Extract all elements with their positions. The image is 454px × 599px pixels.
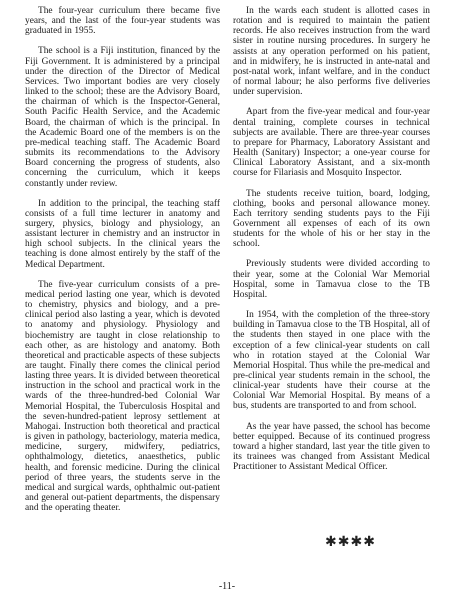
paragraph-curriculum-history: The four-year curriculum there became five years, and the last of the four-year students was graduated in 1955. bbox=[25, 6, 220, 37]
left-column bbox=[25, 6, 220, 513]
paragraph-title-change: As the year have passed, the school has become better equipped. Because of its continued progress toward a higher standard, last year the title given to its trainees was changed from Assistant Medical Practitioner to Assistant Medical Officer. bbox=[233, 421, 430, 473]
paragraph-five-year-curriculum: The five-year curriculum consists of a pre-medical period lasting one year, which is devoted to chemistry, physics and biology, and a pre-clinical period also lasting a year, which is devoted to anatomy and physiology. Physiology and biochemistry are taught in close relationship to each other, as are histology and anatomy. Both theoretical and practicable aspects of these subjects are taught. Finally there comes the clinical period lasting three years. It is divided between theoretical instruction in the school and practical work in the wards of the three-hundred-bed Colonial War Memorial Hospital, the Tuberculosis Hospital and the seven-hundred-patient leprosy settlement at Mahogai. Instruction both theoretical and practical is given in pathology, bacteriology, materia medica, medicine, surgery, midwifery, pediatrics, ophthalmology, dietetics, anaesthetics, public health, and forensic medicine. During the clinical period of three years, the students serve in the medical and surgical wards, ophthalmic out-patient and general out-patient departments, the dispensary and the operating theater. bbox=[25, 279, 220, 514]
right-column bbox=[233, 6, 430, 472]
paragraph-school-administration: The school is a Fiji institution, financed by the Fiji Government. It is administered by a principal under the direction of the Director of Medical Services. Two important bodies are very closely linked to the school; these are the Advisory Board, the chairman of which is the Inspector-General, South Pacific Health Service, and the Academic Board, the chairman of which is the principal. In the Academic Board one of the members is on the pre-medical teaching staff. The Academic Board submits its recommendations to the Advisory Board concerning the progress of students, also concerning the curriculum, which it keeps constantly under review. bbox=[25, 46, 220, 189]
paragraph-technical-courses: Apart from the five-year medical and four-year dental training, complete courses in technical subjects are available. There are three-year courses to prepare for Pharmacy, Laboratory Assistant and Health (Sanitary) Inspector; a one-year course for Clinical Laboratory Assistant, and a six-month course for Filariasis and Mosquito Inspector. bbox=[233, 107, 430, 179]
paragraph-1954-building: In 1954, with the completion of the three-story building in Tamavua close to the TB Hospital, all of the students then stayed in one place with the exception of a few clinical-year students on call who in rotation stayed at the Colonial War Memorial Hospital. Thus while the pre-medical and pre-clinical year students remain in the school, the clinical-year students have their course at the Colonial War Memorial Hospital. By means of a bus, students are transported to and from school. bbox=[233, 310, 430, 412]
section-end-ornament: ✱✱✱✱ bbox=[325, 534, 376, 550]
paragraph-ward-duties: In the wards each student is allotted cases in rotation and is required to maintain the patient records. He also receives instruction from the ward sister in routine nursing procedures. In surgery he assists at any operation performed on his patient, and in midwifery, he is instructed in ante-natal and post-natal work, infant welfare, and in the conduct of normal labour; he also performs five deliveries under supervision. bbox=[233, 6, 430, 98]
paragraph-student-support: The students receive tuition, board, lodging, clothing, books and personal allowance money. Each territory sending students pays to the Fiji Government all expenses of each of its own students for the whole of his or her stay in the school. bbox=[233, 188, 430, 250]
paragraph-previous-housing: Previously students were divided according to their year, some at the Colonial War Memorial Hospital, some in Tamavua close to the TB Hospital. bbox=[233, 259, 430, 300]
page-number: -11- bbox=[218, 581, 236, 592]
paragraph-teaching-staff: In addition to the principal, the teaching staff consists of a full time lecturer in anatomy and surgery, physics, biology and physiology, an assistant lecturer in chemistry and an instructor in high school subjects. In the clinical years the teaching is done almost entirely by the staff of the Medical Department. bbox=[25, 198, 220, 270]
